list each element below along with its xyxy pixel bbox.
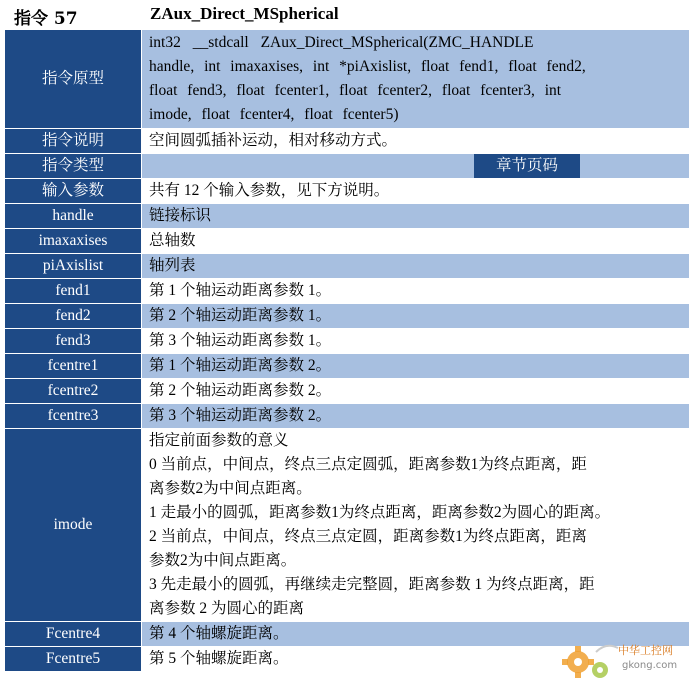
prototype-line: float fend3, float fcenter1, float fcenter2, float fcenter3, int [149, 82, 562, 99]
param-row [5, 354, 690, 379]
prototype-value [142, 30, 690, 129]
param-name: Fcentre4 [5, 622, 142, 647]
param-row [5, 204, 690, 229]
param-desc: 第 3 个轴运动距离参数 1。 [142, 329, 690, 354]
imode-line: 参数2为中间点距离。 [149, 552, 297, 569]
param-desc: 第 4 个轴螺旋距离。 [142, 622, 690, 647]
param-desc: 第 1 个轴运动距离参数 1。 [142, 279, 690, 304]
imode-line: 2 当前点，中间点，终点三点定圆，距离参数1为终点距离，距离 [149, 528, 587, 545]
param-row [5, 229, 690, 254]
imode-value [142, 429, 690, 622]
param-name: handle [5, 204, 142, 229]
param-desc: 第 3 个轴运动距离参数 2。 [142, 404, 690, 429]
prototype-line: handle, int imaxaxises, int *piAxislist, float fend1, float fend2, [149, 58, 586, 75]
type-label: 指令类型 [5, 154, 142, 179]
imode-line: 0 当前点，中间点，终点三点定圆弧，距离参数1为终点距离，距 [149, 456, 587, 473]
title-row [0, 0, 696, 28]
inputs-value: 共有 12 个输入参数，见下方说明。 [142, 179, 690, 204]
param-name: fcentre2 [5, 379, 142, 404]
watermark-cn: 中华工控网 [618, 644, 673, 657]
description-label: 指令说明 [5, 129, 142, 154]
watermark-url: gkong.com [622, 660, 678, 671]
param-name: fcentre3 [5, 404, 142, 429]
imode-row [5, 429, 690, 622]
param-row [5, 279, 690, 304]
imode-line: 离参数 2 为圆心的距离 [149, 600, 305, 617]
prototype-label: 指令原型 [5, 30, 142, 129]
description-row [5, 129, 690, 154]
param-row [5, 329, 690, 354]
param-row [5, 304, 690, 329]
param-row [5, 404, 690, 429]
param-name: fend3 [5, 329, 142, 354]
param-name: piAxislist [5, 254, 142, 279]
param-name: fend2 [5, 304, 142, 329]
param-desc: 轴列表 [142, 254, 690, 279]
param-name: fcentre1 [5, 354, 142, 379]
prototype-line: imode, float fcenter4, float fcenter5) [149, 106, 399, 123]
prototype-row [5, 30, 690, 129]
prototype-line: int32 __stdcall ZAux_Direct_MSpherical(ZMC_HANDLE [149, 34, 534, 51]
param-desc: 第 2 个轴运动距离参数 1。 [142, 304, 690, 329]
param-desc: 第 5 个轴螺旋距离。 [142, 647, 690, 672]
type-value [142, 154, 690, 179]
param-row [5, 254, 690, 279]
param-desc: 总轴数 [142, 229, 690, 254]
param-name: Fcentre5 [5, 647, 142, 672]
inputs-label: 输入参数 [5, 179, 142, 204]
command-number: 指令 57 [14, 9, 78, 29]
param-name: fend1 [5, 279, 142, 304]
gear-icon [562, 646, 618, 678]
type-row [5, 154, 690, 179]
imode-line: 指定前面参数的意义 [149, 432, 289, 449]
description-value: 空间圆弧插补运动，相对移动方式。 [142, 129, 690, 154]
inputs-row [5, 179, 690, 204]
imode-line: 1 走最小的圆弧，距离参数1为终点距离，距离参数2为圆心的距离。 [149, 504, 611, 521]
param-desc: 第 2 个轴运动距离参数 2。 [142, 379, 690, 404]
command-table [4, 29, 690, 672]
imode-label: imode [5, 429, 142, 622]
imode-line: 3 先走最小的圆弧，再继续走完整圆，距离参数 1 为终点距离，距 [149, 576, 595, 593]
param-row [5, 379, 690, 404]
gkong-watermark [556, 638, 691, 690]
page-tag: 章节页码 [474, 154, 580, 178]
imode-line: 离参数2为中间点距离。 [149, 480, 312, 497]
param-desc: 第 1 个轴运动距离参数 2。 [142, 354, 690, 379]
param-name: imaxaxises [5, 229, 142, 254]
command-name: ZAux_Direct_MSpherical [150, 4, 339, 23]
param-desc: 链接标识 [142, 204, 690, 229]
